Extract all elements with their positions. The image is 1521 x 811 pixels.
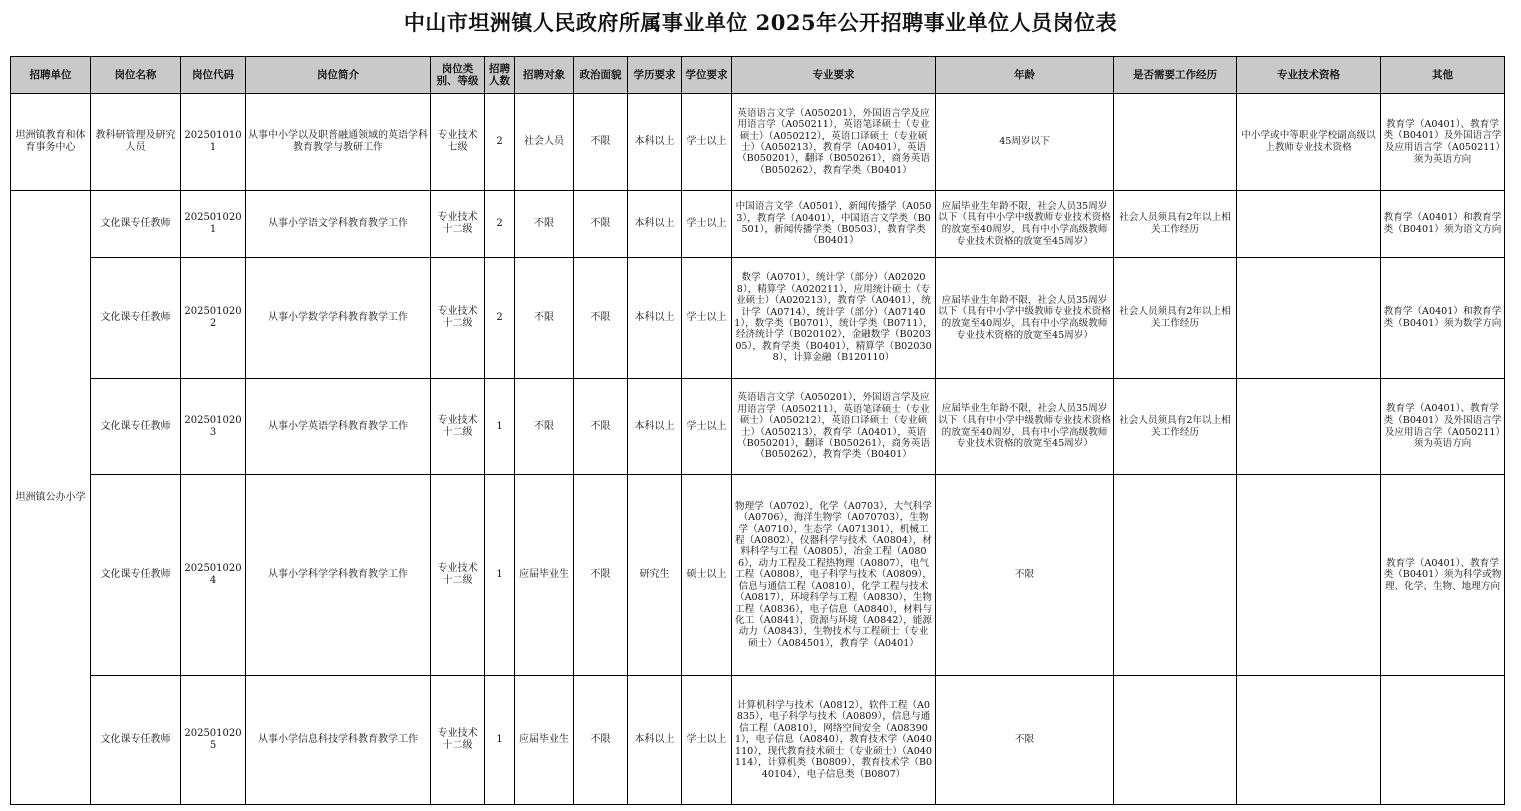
degree-cell: 学士以上 (682, 676, 732, 805)
post-code-cell: 2025010101 (181, 94, 246, 191)
table-header-row (11, 57, 1505, 94)
target-cell: 应届毕业生 (515, 475, 574, 676)
degree-cell: 硕士以上 (682, 475, 732, 676)
politics-cell: 不限 (574, 379, 628, 475)
age-cell: 应届毕业生年龄不限，社会人员35周岁以下（具有中小学中级教师专业技术资格的放宽至40周岁，具有中小学高级教师专业技术资格的放宽至45周岁） (936, 258, 1114, 379)
qualification-cell (1237, 191, 1381, 258)
header-education: 学历要求 (628, 57, 682, 94)
qualification-cell (1237, 258, 1381, 379)
post-code-cell: 2025010201 (181, 191, 246, 258)
target-cell: 应届毕业生 (515, 676, 574, 805)
experience-cell: 社会人员须具有2年以上相关工作经历 (1114, 379, 1237, 475)
major-cell: 英语语言文学（A050201），外国语言学及应用语言学（A050211），英语笔译硕士（专业硕士）（A050212），英语口译硕士（专业硕士）（A050213），教育学（A0401），英语（B050201），翻译（B050261），商务英语（B050262），教育学类（B0401） (732, 379, 936, 475)
qualification-cell (1237, 676, 1381, 805)
target-cell: 社会人员 (515, 94, 574, 191)
age-cell: 不限 (936, 676, 1114, 805)
major-cell: 物理学（A0702），化学（A0703），大气科学（A0706），海洋生物学（A070703），生物学（A0710），生态学（A071301），机械工程（A0802），仪器科学与技术（A0804），材料科学与工程（A0805），冶金工程（A0806），动力工程及工程热物理（A0807），电气工程（A0808），电子科学与技术（A0809），信息与通信工程（A0810），化学工程与技术（A0817），环境科学与工程（A0830），生物工程（A0836），电子信息（A0840），材料与化工（A0841），资源与环境（A0842），能源动力（A0843），生物技术与工程硕士（专业硕士）（A084501），教育学（A0401） (732, 475, 936, 676)
post-intro-cell: 从事小学数学学科教育教学工作 (246, 258, 431, 379)
degree-cell: 学士以上 (682, 258, 732, 379)
education-cell: 本科以上 (628, 191, 682, 258)
post-level-cell: 专业技术十二级 (431, 379, 485, 475)
degree-cell: 学士以上 (682, 191, 732, 258)
count-cell: 1 (485, 475, 515, 676)
politics-cell: 不限 (574, 191, 628, 258)
header-count: 招聘人数 (485, 57, 515, 94)
table-row (11, 258, 1505, 379)
degree-cell: 学士以上 (682, 379, 732, 475)
education-cell: 本科以上 (628, 379, 682, 475)
qualification-cell (1237, 379, 1381, 475)
degree-cell: 学士以上 (682, 94, 732, 191)
target-cell: 不限 (515, 191, 574, 258)
post-intro-cell: 从事中小学以及职普融通领域的英语学科教育教学与教研工作 (246, 94, 431, 191)
post-name-cell: 文化课专任教师 (91, 676, 181, 805)
post-name-cell: 文化课专任教师 (91, 258, 181, 379)
post-level-cell: 专业技术十二级 (431, 258, 485, 379)
experience-cell (1114, 475, 1237, 676)
count-cell: 1 (485, 676, 515, 805)
target-cell: 不限 (515, 258, 574, 379)
qualification-cell (1237, 475, 1381, 676)
table-row (11, 475, 1505, 676)
count-cell: 2 (485, 191, 515, 258)
politics-cell: 不限 (574, 94, 628, 191)
header-qualification: 专业技术资格 (1237, 57, 1381, 94)
post-name-cell: 文化课专任教师 (91, 475, 181, 676)
experience-cell (1114, 94, 1237, 191)
recruitment-table (10, 56, 1505, 805)
count-cell: 2 (485, 94, 515, 191)
politics-cell: 不限 (574, 676, 628, 805)
post-level-cell: 专业技术十二级 (431, 475, 485, 676)
post-name-cell: 文化课专任教师 (91, 191, 181, 258)
post-level-cell: 专业技术七级 (431, 94, 485, 191)
age-cell: 不限 (936, 475, 1114, 676)
major-cell: 数学（A0701），统计学（部分）（A020208），精算学（A020211），应用统计硕士（专业硕士）（A020213），教育学（A0401），统计学（A0714），统计学（部分）（A071401），数学类（B0701），统计学类（B0711），经济统计学（B020102），金融数学（B020305），教育学类（B0401），精算学（B020308），计算金融（B120110） (732, 258, 936, 379)
post-intro-cell: 从事小学语文学科教育教学工作 (246, 191, 431, 258)
post-level-cell: 专业技术十二级 (431, 191, 485, 258)
experience-cell: 社会人员须具有2年以上相关工作经历 (1114, 258, 1237, 379)
other-cell: 教育学（A0401）、教育学类（B0401）及外国语言学及应用语言学（A050211）须为英语方向 (1381, 94, 1505, 191)
post-intro-cell: 从事小学英语学科教育教学工作 (246, 379, 431, 475)
table-row (11, 191, 1505, 258)
post-level-cell: 专业技术十二级 (431, 676, 485, 805)
post-code-cell: 2025010204 (181, 475, 246, 676)
unit-cell: 坦洲镇公办小学 (11, 191, 91, 805)
post-code-cell: 2025010203 (181, 379, 246, 475)
header-experience: 是否需要工作经历 (1114, 57, 1237, 94)
header-target: 招聘对象 (515, 57, 574, 94)
count-cell: 1 (485, 379, 515, 475)
age-cell: 45周岁以下 (936, 94, 1114, 191)
page-title: 中山市坦洲镇人民政府所属事业单位 2025年公开招聘事业单位人员岗位表 (403, 10, 1118, 35)
major-cell: 英语语言文学（A050201），外国语言学及应用语言学（A050211），英语笔译硕士（专业硕士）（A050212），英语口译硕士（专业硕士）（A050213），教育学（A0401），英语（B050201），翻译（B050261），商务英语（B050262），教育学类（B0401） (732, 94, 936, 191)
other-cell (1381, 676, 1505, 805)
education-cell: 本科以上 (628, 676, 682, 805)
table-row (11, 379, 1505, 475)
post-code-cell: 2025010205 (181, 676, 246, 805)
qualification-cell: 中小学或中等职业学校副高级以上教师专业技术资格 (1237, 94, 1381, 191)
header-post-name: 岗位名称 (91, 57, 181, 94)
post-intro-cell: 从事小学信息科技学科教育教学工作 (246, 676, 431, 805)
politics-cell: 不限 (574, 475, 628, 676)
header-age: 年龄 (936, 57, 1114, 94)
other-cell: 教育学（A0401）和教育学类（B0401）须为数学方向 (1381, 258, 1505, 379)
table-row (11, 94, 1505, 191)
education-cell: 本科以上 (628, 94, 682, 191)
other-cell: 教育学（A0401）、教育学类（B0401）及外国语言学及应用语言学（A050211）须为英语方向 (1381, 379, 1505, 475)
other-cell: 教育学（A0401）、教育学类（B0401）须为科学或物理、化学、生物、地理方向 (1381, 475, 1505, 676)
other-cell: 教育学（A0401）和教育学类（B0401）须为语文方向 (1381, 191, 1505, 258)
experience-cell (1114, 676, 1237, 805)
major-cell: 计算机科学与技术（A0812），软件工程（A0835），电子科学与技术（A0809），信息与通信工程（A0810），网络空间安全（A083901），电子信息（A0840），教育技术学（A040110），现代教育技术硕士（专业硕士）（A040114），计算机类（B0809），教育技术学（B040104），电子信息类（B0807） (732, 676, 936, 805)
major-cell: 中国语言文学（A0501），新闻传播学（A0503），教育学（A0401），中国语言文学类（B0501），新闻传播学类（B0503），教育学类（B0401） (732, 191, 936, 258)
post-name-cell: 文化课专任教师 (91, 379, 181, 475)
count-cell: 2 (485, 258, 515, 379)
education-cell: 研究生 (628, 475, 682, 676)
header-politics: 政治面貌 (574, 57, 628, 94)
post-code-cell: 2025010202 (181, 258, 246, 379)
table-row (11, 676, 1505, 805)
header-unit: 招聘单位 (11, 57, 91, 94)
age-cell: 应届毕业生年龄不限，社会人员35周岁以下（具有中小学中级教师专业技术资格的放宽至40周岁，具有中小学高级教师专业技术资格的放宽至45周岁） (936, 379, 1114, 475)
post-name-cell: 教科研管理及研究人员 (91, 94, 181, 191)
post-intro-cell: 从事小学科学学科教育教学工作 (246, 475, 431, 676)
header-other: 其他 (1381, 57, 1505, 94)
header-degree: 学位要求 (682, 57, 732, 94)
header-post-level: 岗位类别、等级 (431, 57, 485, 94)
experience-cell: 社会人员须具有2年以上相关工作经历 (1114, 191, 1237, 258)
age-cell: 应届毕业生年龄不限，社会人员35周岁以下（具有中小学中级教师专业技术资格的放宽至40周岁，具有中小学高级教师专业技术资格的放宽至45周岁） (936, 191, 1114, 258)
target-cell: 不限 (515, 379, 574, 475)
header-major: 专业要求 (732, 57, 936, 94)
unit-cell: 坦洲镇教育和体育事务中心 (11, 94, 91, 191)
education-cell: 本科以上 (628, 258, 682, 379)
header-post-code: 岗位代码 (181, 57, 246, 94)
header-post-intro: 岗位简介 (246, 57, 431, 94)
politics-cell: 不限 (574, 258, 628, 379)
